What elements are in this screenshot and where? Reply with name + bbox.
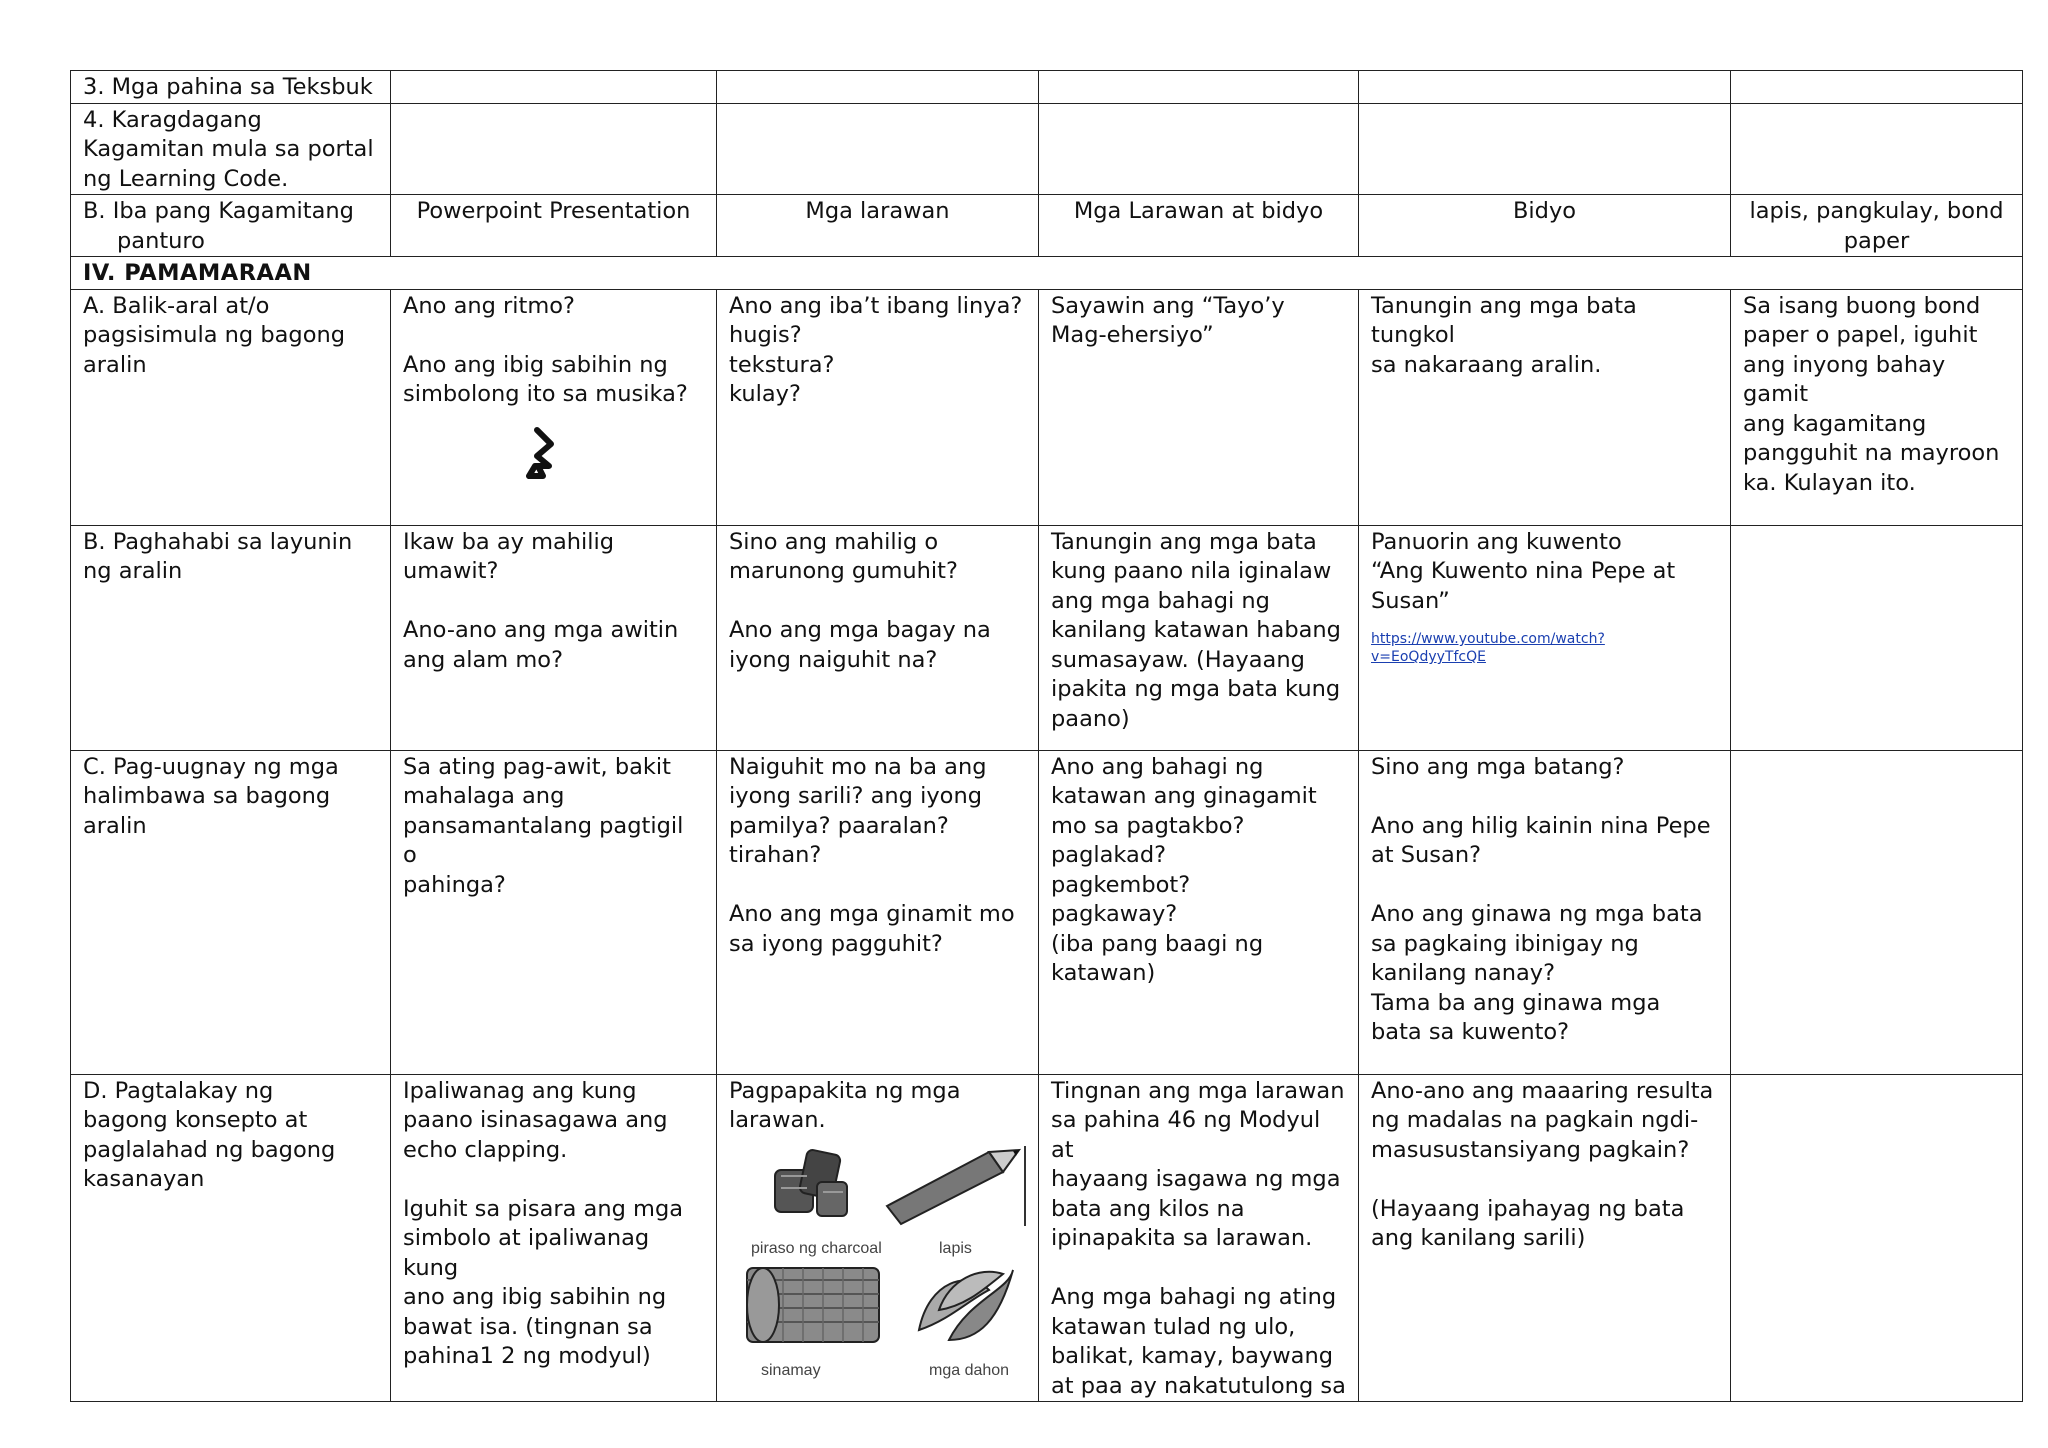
youtube-link[interactable]: https://www.youtube.com/watch?v=EoQdyyTfcQE [1371, 631, 1605, 665]
row-label-pag-uugnay: C. Pag-uugnay ng mga halimbawa sa bagong aralin [71, 750, 391, 1074]
row-pagtalakay [71, 1074, 2023, 1402]
cell-pag-uugnay-day4: Sino ang mga batang? Ano ang hilig kainin nina Pepe at Susan? Ano ang ginawa ng mga bata sa pagkaing ibinigay ng kanilang nanay? Tama ba ang ginawa mga bata sa kuwento? [1359, 750, 1731, 1074]
cell-empty [717, 71, 1039, 104]
cell-empty [1731, 103, 2023, 195]
cell-paghahabi-day2: Sino ang mahilig o marunong gumuhit? Ano ang mga bagay na iyong naiguhit na? [717, 525, 1039, 750]
caption-charcoal: piraso ng charcoal [751, 1239, 882, 1257]
cell-kagamitan-day3: Mga Larawan at bidyo [1039, 195, 1359, 257]
cell-paghahabi-day4: Panuorin ang kuwento “Ang Kuwento nina Pepe at Susan” https://www.youtube.com/watch?v=EoQdyyTfcQE [1359, 525, 1731, 750]
row-label-iba-pang-kagamitan: B. Iba pang Kagamitang panturo [71, 195, 391, 257]
row-teksbuk [71, 71, 2023, 104]
cell-pagtalakay-day5 [1731, 1074, 2023, 1402]
row-label-balik-aral: A. Balik-aral at/o pagsisimula ng bagong aralin [71, 289, 391, 525]
lesson-plan-table [70, 70, 2023, 1402]
cell-empty [391, 103, 717, 195]
cell-kagamitan-day2: Mga larawan [717, 195, 1039, 257]
cell-balik-aral-day2: Ano ang iba’t ibang linya? hugis? tekstura? kulay? [717, 289, 1039, 525]
row-iba-pang-kagamitan [71, 195, 2023, 257]
cell-pag-uugnay-day5 [1731, 750, 2023, 1074]
drawing-materials-illustration [729, 1142, 1029, 1378]
row-label-karagdagang-kagamitan: 4. Karagdagang Kagamitan mula sa portal ng Learning Code. [71, 103, 391, 195]
cell-pag-uugnay-day2: Naiguhit mo na ba ang iyong sarili? ang iyong pamilya? paaralan? tirahan? Ano ang mga ginamit mo sa iyong pagguhit? [717, 750, 1039, 1074]
section-pamamaraan [71, 257, 2023, 290]
cell-empty [717, 103, 1039, 195]
cell-kagamitan-day4: Bidyo [1359, 195, 1731, 257]
leaves-image [909, 1260, 1019, 1350]
row-pag-uugnay [71, 750, 2023, 1074]
quarter-rest-icon [523, 426, 563, 482]
cell-pagtalakay-day2: Pagpapakita ng mga larawan. piraso ng charcoal lapis sinamay mga dahon [717, 1074, 1039, 1402]
cell-balik-aral-day3: Sayawin ang “Tayo’y Mag-ehersiyo” [1039, 289, 1359, 525]
cell-pag-uugnay-day3: Ano ang bahagi ng katawan ang ginagamit mo sa pagtakbo? paglakad? pagkembot? pagkaway? (iba pang baagi ng katawan) [1039, 750, 1359, 1074]
cell-paghahabi-day5 [1731, 525, 2023, 750]
caption-dahon: mga dahon [929, 1361, 1010, 1379]
row-label-pagtalakay: D. Pagtalakay ng bagong konsepto at paglalahad ng bagong kasanayan [71, 1074, 391, 1402]
cell-empty [1039, 103, 1359, 195]
cell-pagtalakay-day4: Ano-ano ang maaaring resulta ng madalas na pagkain ngdi- masusustansiyang pagkain? (Hayaang ipahayag ng bata ang kanilang sarili) [1359, 1074, 1731, 1402]
cell-paghahabi-day1: Ikaw ba ay mahilig umawit? Ano-ano ang mga awitin ang alam mo? [391, 525, 717, 750]
pencil-image [879, 1146, 1029, 1226]
row-label-paghahabi: B. Paghahabi sa layunin ng aralin [71, 525, 391, 750]
cell-balik-aral-day4: Tanungin ang mga bata tungkol sa nakaraang aralin. [1359, 289, 1731, 525]
sinamay-image [743, 1260, 883, 1350]
cell-paghahabi-day3: Tanungin ang mga bata kung paano nila iginalaw ang mga bahagi ng kanilang katawan habang sumasayaw. (Hayaang ipakita ng mga bata kung paano) [1039, 525, 1359, 750]
cell-empty [391, 71, 717, 104]
charcoal-image [767, 1142, 857, 1222]
row-label-teksbuk: 3. Mga pahina sa Teksbuk [71, 71, 391, 104]
row-karagdagang-kagamitan [71, 103, 2023, 195]
row-balik-aral [71, 289, 2023, 525]
cell-empty [1731, 71, 2023, 104]
cell-empty [1039, 71, 1359, 104]
row-paghahabi [71, 525, 2023, 750]
caption-lapis: lapis [939, 1239, 972, 1257]
cell-pagtalakay-day1: Ipaliwanag ang kung paano isinasagawa ang echo clapping. Iguhit sa pisara ang mga simbolo at ipaliwanag kung ano ang ibig sabihin ng bawat isa. (tingnan sa pahina1 2 ng modyul) [391, 1074, 717, 1402]
section-heading: IV. PAMAMARAAN [71, 257, 2023, 290]
cell-pag-uugnay-day1: Sa ating pag-awit, bakit mahalaga ang pansamantalang pagtigil o pahinga? [391, 750, 717, 1074]
cell-empty [1359, 103, 1731, 195]
caption-sinamay: sinamay [761, 1361, 821, 1379]
cell-kagamitan-day5: lapis, pangkulay, bond paper [1731, 195, 2023, 257]
cell-empty [1359, 71, 1731, 104]
cell-balik-aral-day5: Sa isang buong bond paper o papel, iguhit ang inyong bahay gamit ang kagamitang pangguhit na mayroon ka. Kulayan ito. [1731, 289, 2023, 525]
cell-kagamitan-day1: Powerpoint Presentation [391, 195, 717, 257]
cell-pagtalakay-day3: Tingnan ang mga larawan sa pahina 46 ng Modyul at hayaang isagawa ng mga bata ang kilos na ipinapakita sa larawan. Ang mga bahagi ng ating katawan tulad ng ulo, balikat, kamay, baywang at paa ay nakatutulong sa [1039, 1074, 1359, 1402]
cell-balik-aral-day1: Ano ang ritmo? Ano ang ibig sabihin ng simbolong ito sa musika? [391, 289, 717, 525]
